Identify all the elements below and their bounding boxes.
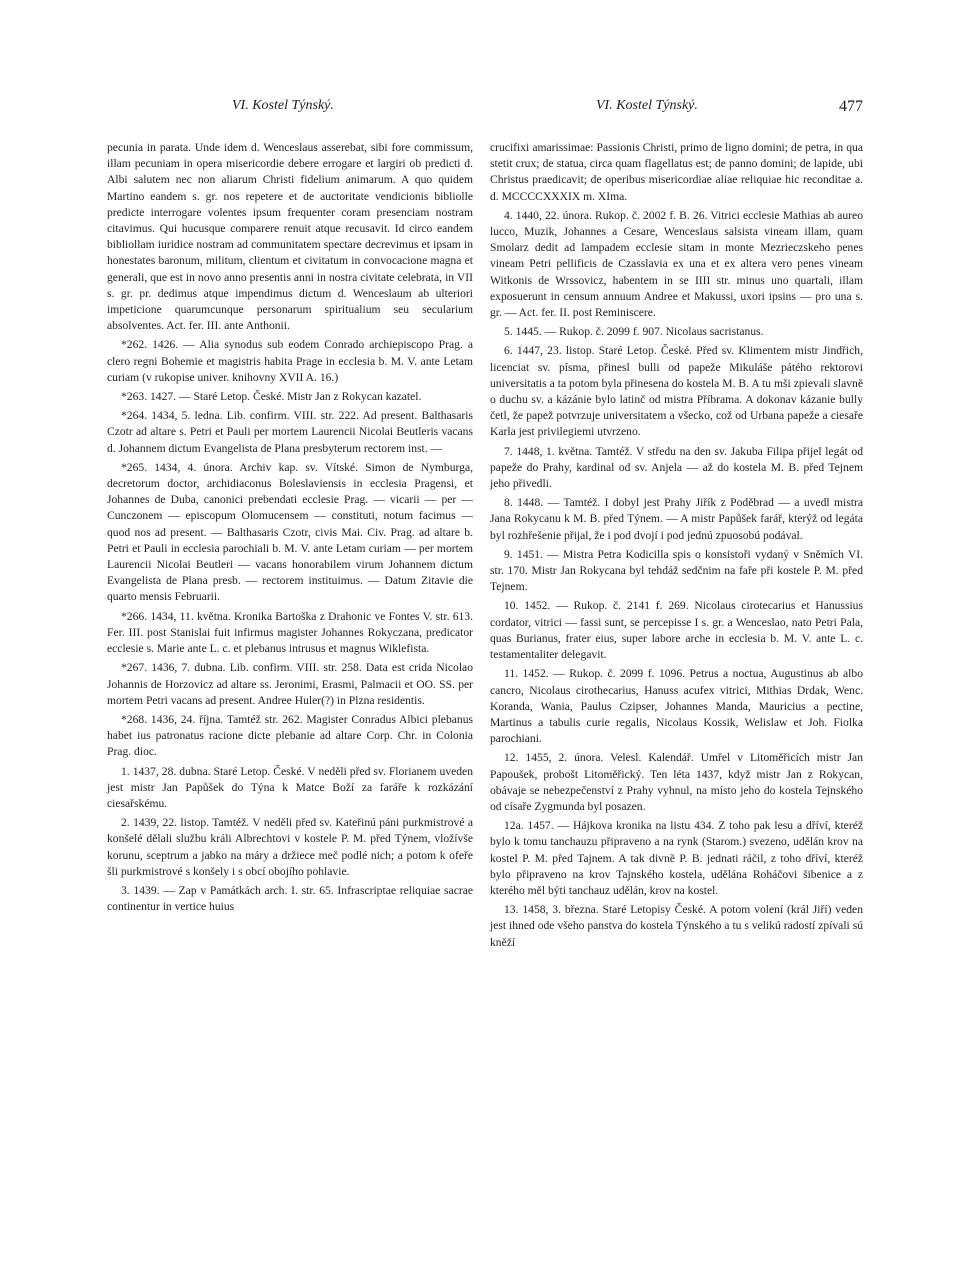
paragraph: 11. 1452. — Rukop. č. 2099 f. 1096. Petrus a noctua, Augustinus ab albo cancro, Nicolaus cirothecarius, Hanuss acufex vitrici, Mithias Drdak, Wenc. Koranda, Wania, Paulus Czipser, Johannes Manda, Mauricius a pectine, Martinus a tabulis curie regalis, Nicolaus Kossik, Welislaw et Joh. Fiolka parochiani. [490, 667, 863, 746]
header-left-title: VI. Kostel Týnský. [232, 98, 334, 113]
header-right-title: VI. Kostel Týnský. [596, 98, 698, 113]
left-column [107, 140, 473, 918]
paragraph: 4. 1440, 22. února. Rukop. č. 2002 f. B. 26. Vitrici ecclesie Mathias ab aureo lucco, Muzik, Johannes a Cesare, Wenceslaus salsista vineam illam, quam Smolarz dedit ad lampadem ecclesie sitam in monte Mezrieczskeho penes vineam Petri pellificis de Czasslavia ex una et ex altera vero penes vineam Witkonis de Wrssovicz, habentem in se IIII str. minus uno quartali, illam exposuerunt in censum annuum Andree et Makussi, uxori ipsins — pro una s. gr. — Act. fer. II. post Reminiscere. [490, 208, 863, 320]
paragraph: 3. 1439. — Zap v Památkách arch. I. str. 65. Infrascriptae reliquiae sacrae continentur in vertice huius [107, 883, 473, 914]
paragraph: 12. 1455, 2. února. Velesl. Kalendář. Umřel v Litoměřicích mistr Jan Papoušek, probošt Litoměřický. Ten léta 1437, když mistr Jan z Rokycan, obávaje se nebezpečenství z Prahy vyhnul, na místo jeho do kostela Tejnského od císaře Zygmunda byl posazen. [490, 751, 863, 813]
paragraph: 5. 1445. — Rukop. č. 2099 f. 907. Nicolaus sacristanus. [504, 325, 764, 339]
paragraph: *266. 1434, 11. května. Kronika Bartoška z Drahonic ve Fontes V. str. 613. Fer. III. post Stanislai fuit infirmus magister Johannes Rokyczana, predicator ecclesie s. Marie ante L. c. et plebanus intrusus et magnus Wiklefista. [107, 609, 473, 656]
paragraph: pecunia in parata. Unde idem d. Wenceslaus asserebat, sibi fore commissum, illam pecuniam in opera misericordie debere errogare et largiri ob predicti d. Albi salutem nec non aliarum Christi fidelium animarum. A quo quidem Martino eandem s. gr. nos repetere et de auctoritate vendicionis bibliolle predicte interrogare volentes ipsum frequenter coram presenciam nostram citavimus. Qui hucusque comparere renuit atque recusavit. Id circo eandem bibliollam iuridice nostram ad communitatem spectare decrevimus et ipsam in honestates baronum, militum, clientum et civitatum in convocacione magna et generali, que est in novo anno presentis anni in nostra civitate celebrata, in VII s. gr. pr. dedimus atque impendimus dictum d. Wenceslaum ab ulteriori impeticione quarumcunque personarum spiritualium seu secularium absolventes. Act. fer. III. ante Anthonii. [107, 141, 473, 333]
paragraph: crucifixi amarissimae: Passionis Christi, primo de ligno domini; de petra, in qua stetit crux; de statua, circa quam flagellatus est; de panno domini; de lapide, ubi Christus praedicavit; de operibus misericordiae aliae reliquiae hic reconditae a. d. MCCCCXXXIX m. XIma. [490, 141, 863, 203]
paragraph: 1. 1437, 28. dubna. Staré Letop. České. V neděli před sv. Florianem uveden jest mistr Jan Papůšek do Týna k Matce Boží za faráře k rozkázání ciesařskému. [107, 764, 473, 810]
paragraph: 8. 1448. — Tamtéž. I dobyl jest Prahy Jiřík z Poděbrad — a uvedl mistra Jana Rokycanu k M. B. před Týnem. — A mistr Papůšek farář, kterýž od legáta byl rozhřešenie přijal, že i pod dvojí i pod jednú zpuosobú podával. [490, 496, 863, 542]
paragraph: *268. 1436, 24. října. Tamtéž str. 262. Magister Conradus Albici plebanus habet ius patronatus racione dicte plebanie ad altare Corp. Chr. in Colonia Prag. dioc. [107, 712, 473, 759]
paragraph: 2. 1439, 22. listop. Tamtéž. V neděli před sv. Kateřinú páni purkmistrové a konšelé dělali službu králi Albrechtovi v kostele P. M. před Týnem, vložívše korunu, sceptrum a jabko na máry a držiece meč podlé nich; a potom k ofeře šli purkmistrové s konšely i s obcí obojího pohlavie. [107, 816, 473, 878]
paragraph: *262. 1426. — Alia synodus sub eodem Conrado archiepiscopo Prag. a clero regni Bohemie et magistris habita Prage in ecclesia b. M. V. ante Letam curiam (v rukopise univer. knihovny XVII A. 16.) [107, 338, 473, 384]
paragraph: 13. 1458, 3. března. Staré Letopisy České. A potom volení (král Jiří) veden jest ihned ode všeho panstva do kostela Týnského a tu s velikú radostí zpívali sú kněží [490, 903, 863, 949]
paragraph: *263. 1427. — Staré Letop. České. Mistr Jan z Rokycan kazatel. [121, 390, 422, 404]
running-header [107, 98, 863, 120]
paragraph: 10. 1452. — Rukop. č. 2141 f. 269. Nicolaus cirotecarius et Hanussius cordator, vitrici — fassi sunt, se percepisse I s. gr. a Wenceslao, nato Petri Pala, quas Burianus, frater eius, super labore arche in ecclesia b. M. V. ante L. c. testamentaliter delegavit. [490, 599, 863, 662]
paragraph: 12a. 1457. — Hájkova kronika na listu 434. Z toho pak lesu a dříví, kteréž bylo k tomu tanchauzu připraveno a na rynk (Starom.) svezeno, udělán krov na kostel P. M. před Tajnem. A tak divně P. B. jednati ráčil, z toho dříví, kteréž bylo připraveno na krov Tajnského kostela, udělána Roháčovi šibenice a z kterého měl býti tanchauz udělán, krov na kostel. [490, 819, 863, 897]
paragraph: *264. 1434, 5. ledna. Lib. confirm. VIII. str. 222. Ad present. Balthasaris Czotr ad altare s. Petri et Pauli per mortem Laurencii Nicolai Beutleris vacans d. Johannem dictum Evangelista de Plana presbyterum rectorem inst. — [107, 409, 473, 455]
right-column [490, 140, 863, 954]
paragraph: *267. 1436, 7. dubna. Lib. confirm. VIII. str. 258. Data est crida Nicolao Johannis de Horzovicz ad altare ss. Jeronimi, Erasmi, Palmacii et OO. SS. per mortem Petri vacans ad present. Andree Huler(?) in Plzna residentis. [107, 661, 473, 707]
page-number: 477 [839, 98, 863, 115]
paragraph: *265. 1434, 4. února. Archiv kap. sv. Vítské. Simon de Nymburga, decretorum doctor, archidiaconus Boleslaviensis in ecclesia Pragensi, et Johannes de Duba, canonici prebendati ecclesie Prag. — vicarii — per — Cunczonem — episcopum Olomucensem — constituti, notum facimus — quod nos ad present. — Balthasaris Czotr, civis Mai. Civ. Prag. ad altare b. Petri et Pauli in ecclesia parochiali b. M. V. ante Letam curiam — per mortem Laurencii Nicolai Beutleri — vacans honorabilem virum Johannem dictum Evangelista de Plana presb. — rectorem instituimus. — Datum Zitavie die quarto mensis Februarii. [107, 460, 473, 604]
paragraph: 9. 1451. — Mistra Petra Kodicilla spis o konsistoři vydaný v Sněmích VI. str. 170. Mistr Jan Rokycana byl tehdáž sedčnim na faře při kostele P. M. před Tejnem. [490, 547, 863, 594]
paragraph: 7. 1448, 1. května. Tamtéž. V středu na den sv. Jakuba Filipa přijel legát od papeže do Prahy, kardinal od sv. Anjela — až do kostela M. B. před Tejnem jeho přivedli. [490, 444, 863, 491]
paragraph: 6. 1447, 23. listop. Staré Letop. České. Před sv. Klimentem mistr Jindřich, licenciat sv. písma, přinesl bulli od papeže Mikuláše pátého rektorovi universitatis a ta potom byla přinesena do kostela M. B. A tu mši zpievali slavně o duchu sv. a kázánie bylo latinč od mistra Příbrama. A dokonav kázanie bully četl, že papež potvrzuje universitatem a všecko, což od Urbana papeže a ciesaře Karla jest privilegiemi utvrzeno. [490, 344, 863, 439]
